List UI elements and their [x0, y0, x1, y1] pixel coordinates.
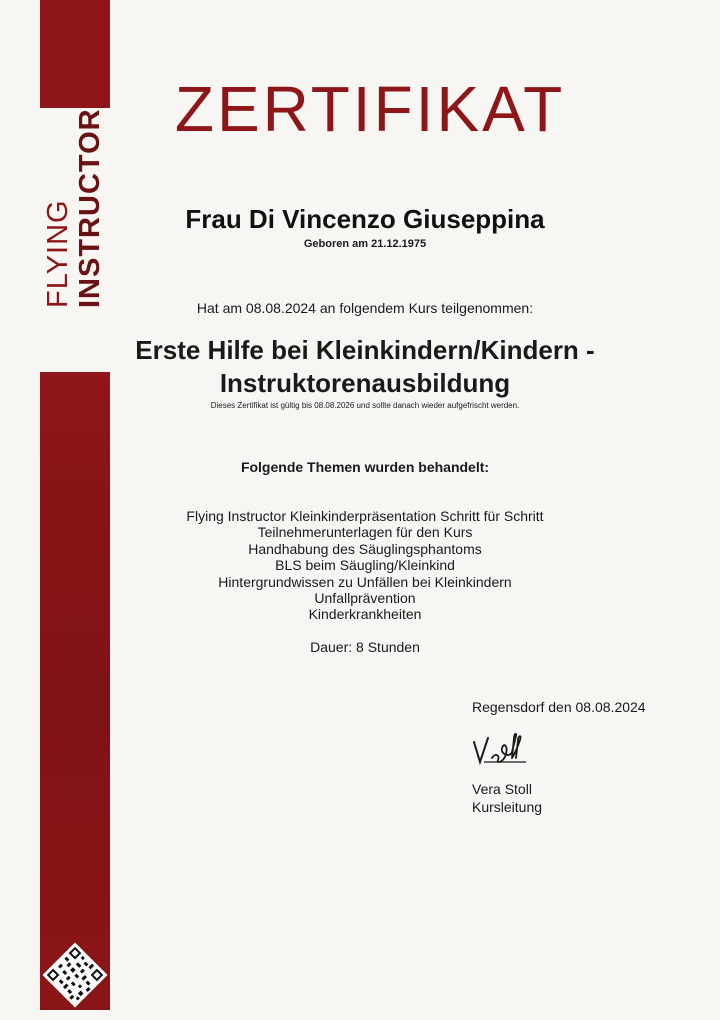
- topic-item: BLS beim Säugling/Kleinkind: [275, 557, 455, 574]
- course-title-line-1: Erste Hilfe bei Kleinkindern/Kindern -: [135, 335, 595, 365]
- topic-item: Teilnehmerunterlagen für den Kurs: [257, 524, 473, 541]
- topics-heading: Folgende Themen wurden behandelt:: [240, 459, 490, 475]
- brand-band-top: [40, 0, 110, 108]
- attendance-statement: Hat am 08.08.2024 an folgendem Kurs teilgenommen:: [196, 300, 534, 316]
- validity-note: Dieses Zertifikat ist gültig bis 08.08.2026 und sollte danach wieder aufgefrischt werden.: [210, 401, 520, 410]
- course-title-line-2: Instruktorenausbildung: [219, 368, 511, 398]
- recipient-birthdate: Geboren am 21.12.1975: [303, 238, 427, 250]
- topic-item: Handhabung des Säuglingsphantoms: [248, 540, 482, 557]
- brand-band-bottom: [40, 372, 110, 970]
- topic-item: Hintergrundwissen zu Unfällen bei Kleinkindern: [218, 573, 512, 590]
- topic-item: Kinderkrankheiten: [308, 606, 422, 623]
- topics-list: [110, 508, 620, 623]
- course-duration: Dauer: 8 Stunden: [310, 639, 420, 655]
- signature-icon: [470, 728, 526, 768]
- brand-line-2: INSTRUCTOR: [74, 108, 106, 308]
- brand-line-1: FLYING: [42, 199, 74, 308]
- signer-name: Vera Stoll: [472, 781, 532, 797]
- place-and-date: Regensdorf den 08.08.2024: [472, 699, 646, 715]
- qr-code-icon: [40, 940, 110, 1010]
- course-title: [105, 334, 625, 400]
- certificate-title: ZERTIFIKAT: [174, 73, 566, 145]
- topic-item: Flying Instructor Kleinkinderpräsentation Schritt für Schritt: [186, 508, 544, 524]
- recipient-name: Frau Di Vincenzo Giuseppina: [185, 204, 545, 234]
- signer-role: Kursleitung: [472, 799, 543, 815]
- topic-item: Unfallprävention: [314, 590, 416, 607]
